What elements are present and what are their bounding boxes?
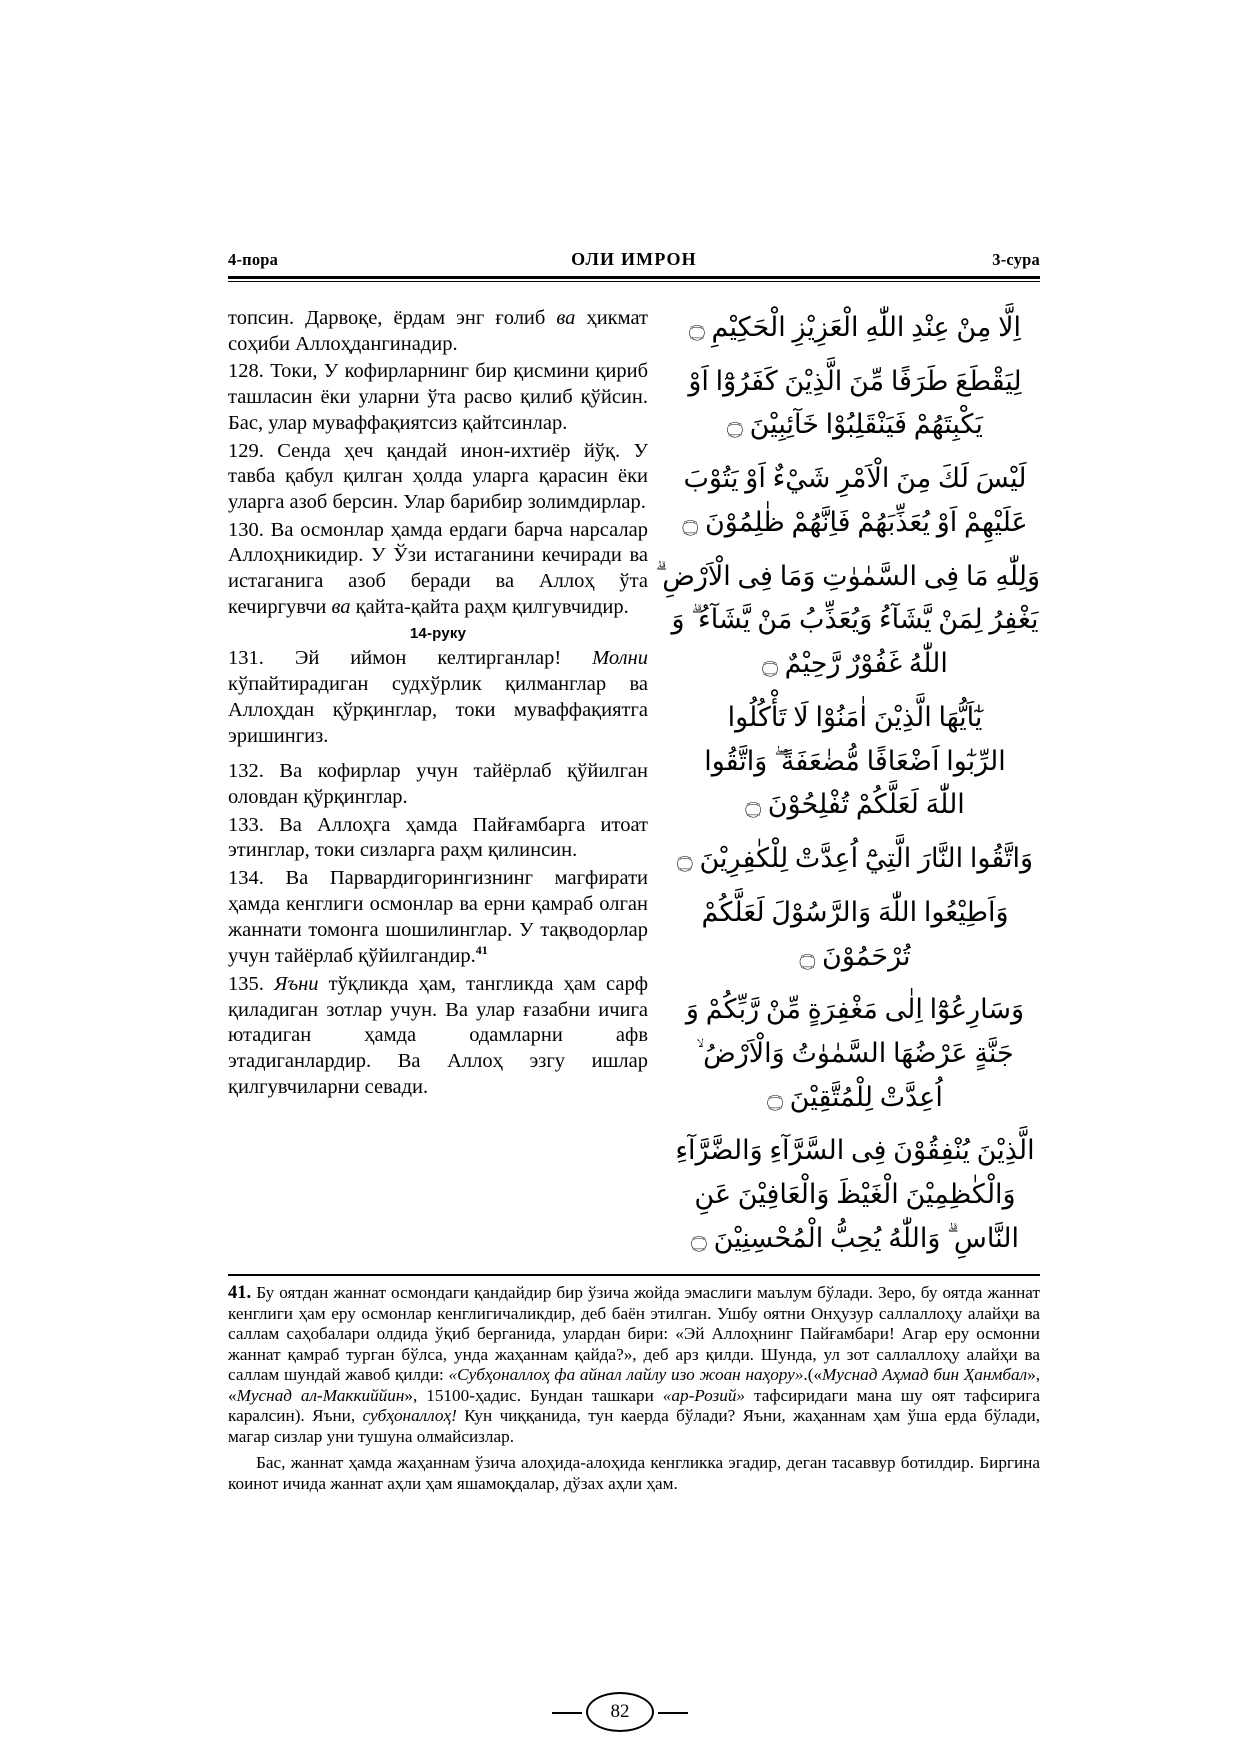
verse-number-133: 133. [228, 813, 264, 836]
arabic-line: وَلِلّٰهِ مَا فِى السَّمٰوٰتِ وَمَا فِى الْاَرْضِ ۗ [655, 560, 1040, 591]
arabic-line: اللّٰهَ لَعَلَّكُمْ تُفْلِحُوْنَ ۝ [745, 789, 965, 820]
verse-135: 135. Яъни тўқликда ҳам, тангликда ҳам сарф қиладиган зотлар учун. Ва улар ғазабни ичига ютадиган ҳамда одамларни афв этадиганлардир. Ва Аллоҳ эзгу ишлар қилгувчиларни севади. [228, 972, 648, 1098]
arabic-line: وَسَارِعُوْٓا اِلٰى مَغْفِرَةٍ مِّنْ رَّبِّكُمْ وَ [685, 994, 1025, 1025]
footnote-paragraph-2: Бас, жаннат ҳамда жаҳаннам ўзича алоҳида-алоҳида кенгликка эгадир, деган тасаввур ботилдир. Биргина коинот ичида жаннат аҳли ҳам яшамоқдалар, дўзах аҳли ҳам. [228, 1453, 1040, 1493]
arabic-line: وَالْكٰظِمِيْنَ الْغَيْظَ وَالْعَافِيْنَ عَنِ [694, 1179, 1016, 1210]
arabic-line: اِلَّا مِنْ عِنْدِ اللّٰهِ الْعَزِيْزِ الْحَكِيْمِ ۝ [688, 312, 1022, 342]
footnote-number: 41. [228, 1283, 252, 1303]
arabic-line: عَلَيْهِمْ اَوْ يُعَذِّبَهُمْ فَاِنَّهُمْ ظٰلِمُوْنَ ۝ [682, 506, 1028, 537]
running-head-right: 3-сура [992, 250, 1040, 269]
verse-number-132: 132. [228, 760, 264, 783]
verse-number-129: 129. [228, 439, 264, 462]
arabic-block-133 [670, 891, 1040, 978]
arabic-block-134 [670, 988, 1040, 1119]
arabic-line: يٰٓاَيُّهَا الَّذِيْنَ اٰمَنُوْا لَا تَأْكُلُوا [727, 701, 983, 732]
running-head-left: 4-пора [228, 250, 279, 269]
arabic-line: تُرْحَمُوْنَ ۝ [799, 940, 911, 971]
translation-column [228, 306, 648, 1102]
arabic-line: يَكْبِتَهُمْ فَيَنْقَلِبُوْا خَآئِبِيْنَ ۝ [727, 409, 983, 440]
verse-number-134: 134. [228, 867, 264, 890]
arabic-block-128 [670, 360, 1040, 447]
verse-continuation-127: топсин. Дарвоқе, ёрдам энг ғолиб ва ҳикмат соҳиби Аллоҳдангинадир. [228, 307, 648, 355]
verse-number-135: 135. [228, 972, 264, 995]
page-number: 82 [610, 1701, 630, 1722]
footnote-run: », 15100-ҳадис. Бундан ташкари [404, 1385, 663, 1405]
header-rule [228, 276, 1040, 282]
footnote-rule [228, 1274, 1040, 1276]
footnote-marker-41[interactable]: 41 [475, 943, 488, 958]
page-number-badge [586, 1692, 654, 1732]
italic-yani: Яъни [273, 972, 319, 995]
arabic-block-131 [670, 696, 1040, 827]
verse-128: 128. Токи, У кофирларнинг бир қисмини қириб ташласин ёки уларни ўта расво қилиб қўйсин. Бас, улар муваффақиятсиз қайтсинлар. [228, 360, 648, 434]
running-head-center: ОЛИ ИМРОН [571, 249, 697, 269]
footnote-citation: «ар-Розий» [662, 1385, 746, 1405]
footnote-run: », « [228, 1365, 1041, 1405]
footnote-citation: Муснад ал-Маккиййин [236, 1385, 405, 1405]
arabic-line: وَاتَّقُوا النَّارَ الَّتِيْٓ اُعِدَّتْ لِلْكٰفِرِيْنَ ۝ [676, 843, 1034, 874]
running-head [228, 250, 1040, 270]
arabic-column [655, 306, 1040, 1271]
arabic-block-135 [670, 1129, 1040, 1260]
body-area [228, 306, 1040, 1266]
italic-va-130: ва [331, 595, 351, 618]
arabic-line: لَيْسَ لَكَ مِنَ الْاَمْرِ شَيْءٌ اَوْ يَتُوْبَ [683, 463, 1027, 494]
arabic-block-127 [670, 306, 1040, 350]
arabic-line: النَّاسِ ۗ وَاللّٰهُ يُحِبُّ الْمُحْسِنِيْنَ ۝ [691, 1222, 1019, 1253]
arabic-line: وَاَطِيْعُوا اللّٰهَ وَالرَّسُوْلَ لَعَلَّكُمْ [701, 896, 1009, 927]
footnote-citation: субҳоналлоҳ! [362, 1406, 457, 1426]
footnote-run: тафсиридаги мана шу оят тафсирига каралсин). Яъни, [228, 1385, 1041, 1426]
footnote-run: Кун чиққанида, тун каерда бўлади? Яъни, жаҳаннам ҳам ўша ерда бўлади, магар сизлар уни тушуна олмайсизлар. [228, 1406, 1040, 1446]
arabic-line: اُعِدَّتْ لِلْمُتَّقِيْنَ ۝ [767, 1081, 943, 1112]
verse-number-130: 130. [228, 518, 264, 541]
verse-134: 134. Ва Парвардигорингизнинг магфирати ҳамда кенглиги осмонлар ва ерни қамраб олган жаннати томонга шошилинглар. У тақводорлар учун тайёрлаб қўйилгандир.$^{41}$ [228, 867, 648, 968]
arabic-line: الرِّبٰٓوا اَضْعَافًا مُّضٰعَفَةً ۖ وَاتَّقُوا [704, 745, 1006, 776]
arabic-line: لِيَقْطَعَ طَرَفًا مِّنَ الَّذِيْنَ كَفَرُوْٓا اَوْ [688, 365, 1022, 396]
italic-va: ва [556, 307, 576, 329]
verse-131: 131. Эй иймон келтирганлар! Молни кўпайтирадиган судхўрлик қилманглар ва Аллоҳдан қўрқинглар, токи муваффақиятга эришингиз. [228, 647, 648, 747]
italic-molni: Молни [592, 647, 648, 670]
footnote-citation: «Субҳоналлоҳ фа айнал лайлу изо жоан наҳору» [448, 1365, 804, 1385]
arabic-block-132 [670, 837, 1040, 881]
arabic-block-129 [670, 457, 1040, 544]
footnote-text [228, 1283, 1040, 1446]
verse-130: 130. Ва осмонлар ҳамда ердаги барча нарсалар Аллоҳникидир. У Ўзи истаганини кечиради ва истаганига азоб беради ва Аллоҳ ўта кечиргувчи ва қайта-қайта раҳм қилгувчидир. [228, 518, 648, 618]
page-rule-right [658, 1712, 688, 1714]
footnote-paragraph-1 [228, 1282, 1040, 1447]
verse-number-131: 131. [228, 647, 264, 670]
arabic-line: يَغْفِرُ لِمَنْ يَّشَآءُ وَيُعَذِّبُ مَنْ يَّشَآءُ ۗ وَ [671, 604, 1039, 635]
arabic-block-130 [655, 555, 1040, 686]
footnote-citation: Муснад Аҳмад бин Ҳанмбал [822, 1365, 1028, 1385]
page-rule-left [552, 1712, 582, 1714]
footnote-run: Бу оятдан жаннат осмондаги қандайдир бир ўзича жойда эмаслиги маълум бўлади. Зеро, бу оятда жаннат кенглиги ҳам еру осмонлар кенглигичаликдир, деб баён этилган. Ушбу оятни Онҳузур саллаллоҳу алайҳи ва саллам саҳобалари олдида ўқиб берганида, улардан бири: «Эй Аллоҳнинг Пайғамбари! Агар еру осмонни жаннат қамраб турган бўлса, унда жаҳаннам қайда?», деб арз қилди. Шунда, ул зот саллаллоҳу алайҳи ва саллам шундай жавоб қилди: [228, 1283, 1040, 1385]
ruku-divider: 14-руку [409, 624, 467, 642]
arabic-line: اللّٰهُ غَفُوْرٌ رَّحِيْمٌ ۝ [762, 648, 948, 679]
arabic-line: الَّذِيْنَ يُنْفِقُوْنَ فِى السَّرَّآءِ وَالضَّرَّآءِ [675, 1135, 1035, 1166]
arabic-line: جَنَّةٍ عَرْضُهَا السَّمٰوٰتُ وَالْاَرْضُ ۙ [696, 1038, 1014, 1069]
footnote-run: .(« [803, 1365, 823, 1385]
verse-129: 129. Сенда ҳеч қандай инон-ихтиёр йўқ. У тавба қабул қилган ҳолда уларга қарасин ёки уларга азоб берсин. Улар барибир золимдирлар. [228, 439, 648, 514]
verse-132: 132. Ва кофирлар учун тайёрлаб қўйилган оловдан қўрқинглар. [228, 760, 648, 809]
footnote-block [228, 1282, 1040, 1494]
verse-number-128: 128. [228, 360, 264, 383]
verse-133: 133. Ва Аллоҳга ҳамда Пайғамбарга итоат этинглар, токи сизларга раҳм қилинсин. [228, 813, 648, 862]
